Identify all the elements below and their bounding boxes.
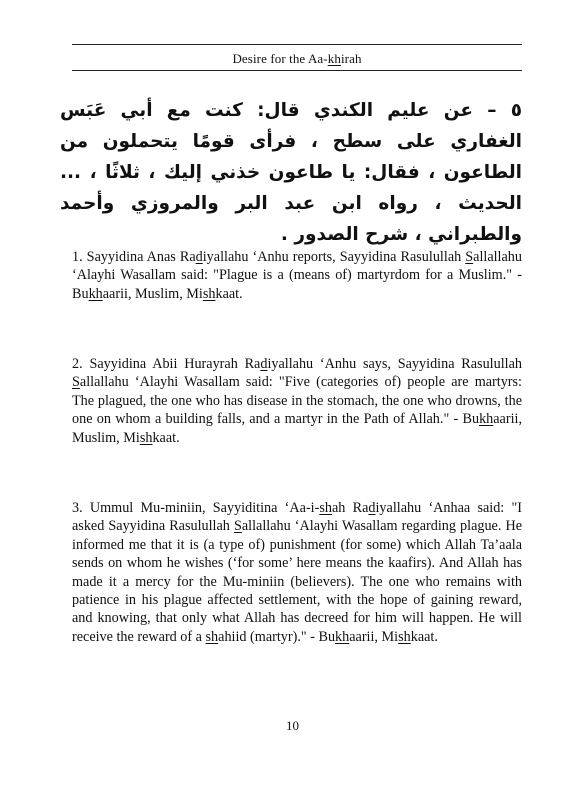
underlined-letters: sh bbox=[139, 429, 153, 446]
underlined-letters: kh bbox=[88, 285, 103, 302]
underlined-letters: d bbox=[195, 249, 203, 265]
hadith-text: kaat. bbox=[410, 628, 438, 645]
underlined-letters: d bbox=[368, 500, 376, 516]
underlined-letters: S bbox=[72, 374, 80, 391]
underlined-letters: S bbox=[233, 518, 242, 535]
page-number: 10 bbox=[286, 718, 299, 733]
hadith-text: 1. Sayyidina Anas Ra bbox=[72, 249, 196, 265]
header-top-rule bbox=[72, 44, 522, 45]
hadith-text: allallahu ‘Alayhi Wasallam said: "Plague is a (means of) martyrdom for a Muslim." - Bu bbox=[72, 249, 522, 302]
hadith-paragraph-1 bbox=[72, 248, 522, 303]
header-title-underlined: kh bbox=[327, 51, 341, 66]
hadith-text: 2. Sayyidina Abii Hurayrah Ra bbox=[72, 356, 261, 372]
underlined-letters: sh bbox=[202, 285, 216, 302]
hadith-text: aarii, Muslim, Mi bbox=[72, 411, 522, 446]
underlined-letters: sh bbox=[319, 500, 332, 516]
underlined-letters: d bbox=[260, 356, 268, 372]
hadith-paragraph-2 bbox=[72, 355, 522, 447]
arabic-passage: ٥ – عن عليم الكندي قال: كنت مع أبي عَبَس الغفاري على سطح ، فرأى قومًا يتحملون من الطاعون ، فقال: يا طاعون خذني إليك ، ثلاثًا ، ... الحديث ، رواه ابن عبد البر والمروزي وأحمد والطبراني ، شرح الصدور . bbox=[60, 100, 522, 245]
underlined-letters: sh bbox=[205, 628, 219, 645]
underlined-letters: kh bbox=[335, 628, 350, 645]
header-title-prefix: Desire for the Aa- bbox=[232, 51, 328, 66]
hadith-text: kaat. bbox=[215, 285, 243, 302]
hadith-text: allallahu ‘Alayhi Wasallam said: "Five (categories of) people are martyrs: The plagued, the one who has disease in the stomach, the one who drowns, the one on whom a building falls, and a martyr in the Path of Allah." - Bu bbox=[72, 374, 522, 428]
hadith-text: allallahu ‘Alayhi Wasallam regarding plague. He informed me that it is (a type of) punishment (for some) which Allah Ta’aala sends on whom he wishes (‘for some’ here means the kaafirs). And Allah has made it a mercy for the Mu-miniin (believers). The one who remains with patience in his plague affected settlement, with the hope of gaining reward, and knowing, that only what Allah has decreed for him will happen. He will receive the reward of a bbox=[72, 518, 523, 645]
hadith-text: kaat. bbox=[152, 429, 180, 446]
underlined-letters: kh bbox=[479, 411, 494, 428]
hadith-text: aarii, Muslim, Mi bbox=[102, 285, 203, 302]
hadith-paragraph-3 bbox=[72, 499, 522, 646]
hadith-text: iyallahu ‘Anhu reports, Sayyidina Rasulullah bbox=[202, 249, 466, 265]
header-bottom-rule bbox=[72, 70, 522, 71]
header-title-suffix: irah bbox=[340, 51, 362, 66]
hadith-text: ahiid (martyr)." - Bu bbox=[218, 628, 336, 645]
hadith-text: aarii, Mi bbox=[349, 628, 399, 645]
hadith-text: iyallahu ‘Anhaa said: "I asked Sayyidina Rasulullah bbox=[72, 500, 523, 535]
underlined-letters: sh bbox=[398, 628, 411, 645]
hadith-text: ah Ra bbox=[331, 500, 369, 516]
underlined-letters: S bbox=[465, 249, 474, 265]
hadith-text: iyallahu ‘Anhu says, Sayyidina Rasulullah bbox=[267, 356, 522, 372]
hadith-text: 3. Ummul Mu-miniin, Sayyiditina ‘Aa-i- bbox=[72, 500, 320, 516]
running-header bbox=[72, 51, 522, 67]
